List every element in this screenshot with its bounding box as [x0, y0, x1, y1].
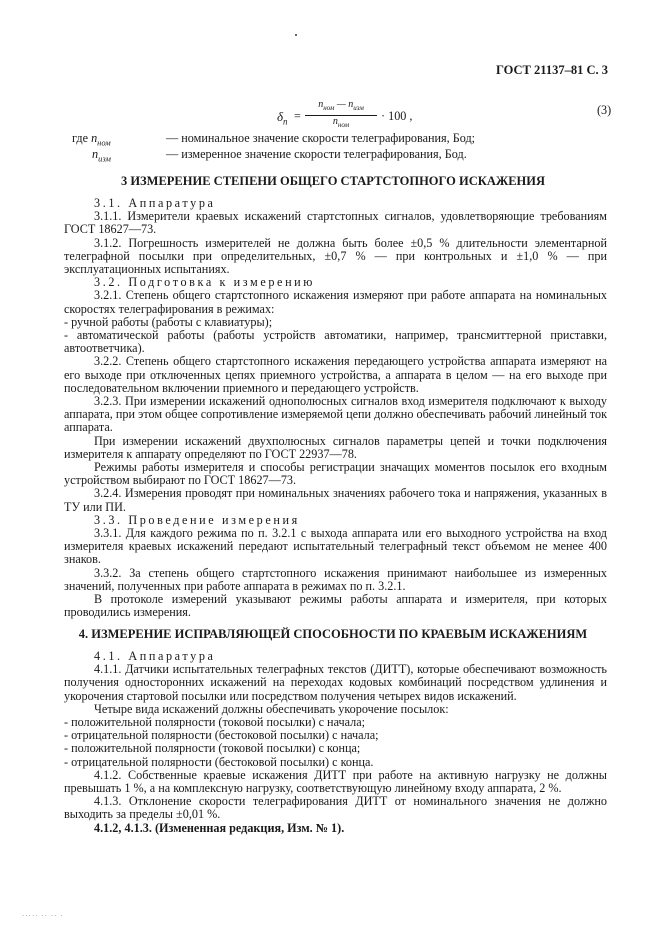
formula-equals: =	[294, 109, 301, 123]
paragraph: 3.3.1. Для каждого режима по п. 3.2.1 с выхода аппарата или его выходного устройства на вход измерителя краевых искажений передают испытательный телеграфный текст объемом не менее 400 знаков.	[64, 526, 607, 567]
paragraph: 4.1.3. Отклонение скорости телеграфирования ДИТТ от номинального значения не должно выходить за пределы ±0,01 %.	[64, 794, 607, 822]
paragraph: 3.2.2. Степень общего стартстопного искажения передающего устройства аппарата измеряют на его выходе при отключенных цепях приемного устройства, а аппарата в целом — на его выходе при последовательном включении приемного и передающего устройств.	[64, 354, 607, 395]
paragraph: 4.1.2. Собственные краевые искажения ДИТТ при работе на активную нагрузку не должны превышать 1 %, а на комплексную нагрузку, соответствующую линейному входу аппарата, 2 %.	[64, 767, 607, 796]
definition-row: где $n_{ном}$ — номинальное значение скорости телеграфирования, Бод;	[72, 132, 612, 148]
definition-row: $n_{изм}$ — измеренное значение скорости телеграфирования, Бод.	[72, 148, 612, 164]
list-item: - положительной полярности (токовой посылки) с начала;	[64, 715, 366, 730]
subsection-heading: 3.1. Аппаратура	[94, 196, 216, 210]
list-item: - ручной работы (работы с клавиатуры);	[64, 314, 273, 329]
paragraph: Режимы работы измерителя и способы регистрации значащих моментов посылок его входным устройством выбирают по ГОСТ 18627—73.	[64, 460, 607, 488]
paragraph: 3.2.4. Измерения проводят при номинальных значениях рабочего тока и напряжения, указанных в ТУ или ПИ.	[64, 486, 607, 514]
paragraph: 3.1.1. Измерители краевых искажений стартстопных сигналов, удовлетворяющие требованиям ГОСТ 18627—73.	[64, 209, 607, 237]
amendment-note: 4.1.2, 4.1.3. (Измененная редакция, Изм. № 1).	[94, 820, 345, 835]
paragraph: 3.2.1. Степень общего стартстопного искажения измеряют при работе аппарата на номинальных скоростях телеграфирования в режимах:	[64, 288, 607, 316]
section-4-title: 4. ИЗМЕРЕНИЕ ИСПРАВЛЯЮЩЕЙ СПОСОБНОСТИ ПО КРАЕВЫМ ИСКАЖЕНИЯМ	[78, 627, 588, 641]
paragraph: 3.2.3. При измерении искажений однополюсных сигналов вход измерителя подключают к выходу аппарата, при этом общее сопротивление измеряемой цепи должно обеспечивать рабочий линейный ток аппарата.	[64, 394, 607, 435]
definition-text: — номинальное значение скорости телеграфирования, Бод;	[166, 131, 476, 145]
formula-denominator: $n_{ном}$	[332, 116, 350, 129]
formula-multiplier: · 100 ,	[381, 109, 413, 123]
paragraph: В протоколе измерений указывают режимы работы аппарата и измерителя, при которых проводились измерения.	[64, 592, 607, 620]
section-3-body	[64, 197, 607, 620]
list-item: - отрицательной полярности (бестоковой посылки) с начала;	[64, 728, 379, 743]
section-3-title: 3 ИЗМЕРЕНИЕ СТЕПЕНИ ОБЩЕГО СТАРТСТОПНОГО ИСКАЖЕНИЯ	[120, 174, 546, 188]
paragraph: При измерении искажений двухполюсных сигналов параметры цепей и точки подключения измерителя к аппарату определяют по ГОСТ 22937—78.	[64, 433, 607, 461]
formula-lhs: $\delta_п$	[277, 109, 288, 127]
subsection-heading: 3.2. Подготовка к измерению	[94, 275, 316, 290]
paragraph: 3.1.2. Погрешность измерителей не должна быть более ±0,5 % длительности элементарной телеграфной посылки при определительных, ±0,7 % — при контрольных и ±1,0 % — при эксплуатационных испытаниях.	[64, 235, 607, 277]
formula-fraction	[305, 99, 377, 131]
subsection-heading: 3.3. Проведение измерения	[94, 512, 300, 527]
paragraph: Четыре вида искажений должны обеспечивать укорочение посылок:	[94, 701, 449, 716]
page-header: ГОСТ 21137–81 С. 3	[496, 63, 608, 77]
formula-3	[0, 96, 666, 136]
paragraph: 4.1.1. Датчики испытательных телеграфных текстов (ДИТТ), которые обеспечивают возможность получения односторонних искажений на переходах кодовых комбинаций посредством удлинения и укорочения стартовой посылки или посредством получения четырех видов искажений.	[64, 662, 607, 703]
section-4-body	[64, 650, 607, 835]
subsection-heading: 4.1. Аппаратура	[94, 649, 216, 663]
list-item: - автоматической работы (работы устройств автоматики, например, трансмиттерной приставки, автоответчика).	[64, 328, 607, 356]
formula-numerator: $n_{ном}$ — $n_{изм}$	[305, 99, 377, 116]
formula-definitions	[72, 132, 612, 164]
scan-artifact: ····· ·· ·· ·	[22, 912, 64, 920]
list-item: - положительной полярности (токовой посылки) с конца;	[64, 741, 361, 756]
definition-text: — измеренное значение скорости телеграфирования, Бод.	[166, 147, 467, 161]
paragraph: 3.3.2. За степень общего стартстопного искажения принимают наибольшее из измеренных значений, полученных при работе аппарата в режимах по п. 3.2.1.	[64, 565, 607, 593]
scan-speck	[295, 34, 297, 36]
list-item: - отрицательной полярности (бестоковой посылки) с конца.	[64, 754, 374, 769]
formula-number: (3)	[597, 103, 612, 117]
